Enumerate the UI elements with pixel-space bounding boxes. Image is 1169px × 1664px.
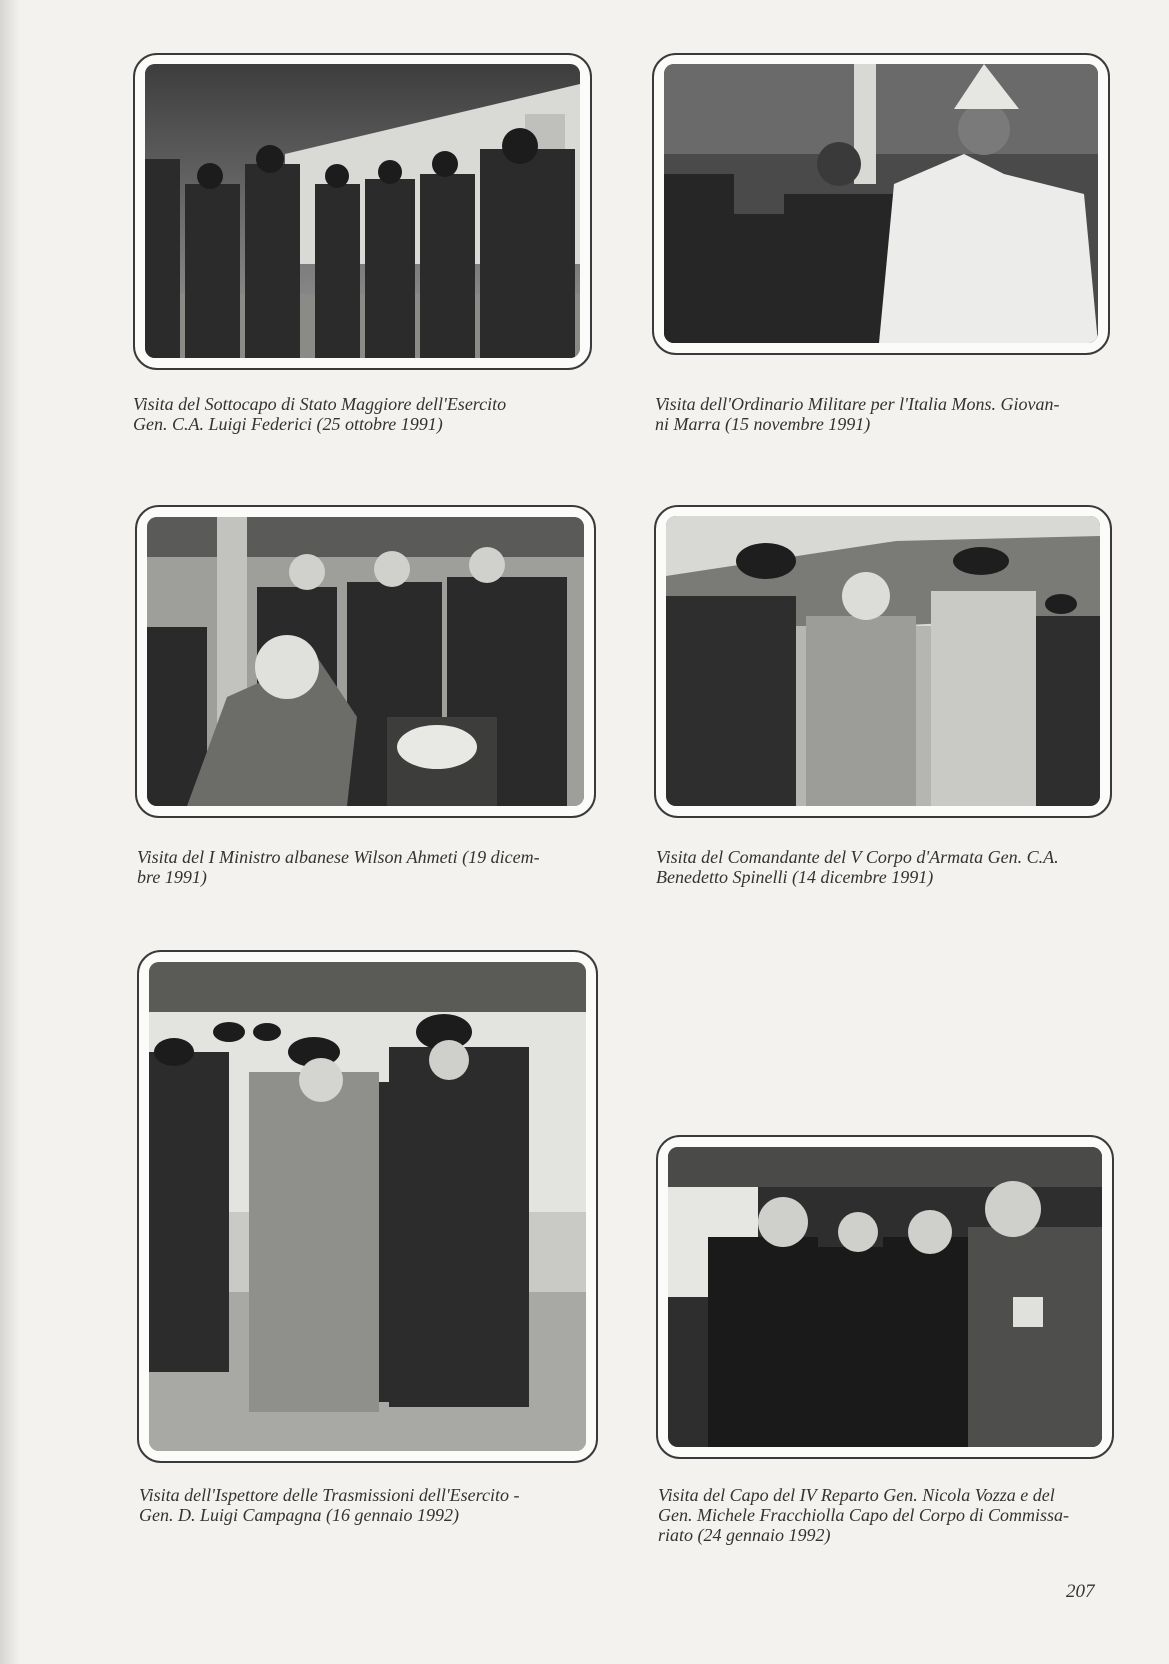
- caption-line: Visita del I Ministro albanese Wilson Ahmeti (19 dicem-: [137, 847, 540, 867]
- photo-1: [145, 64, 580, 358]
- caption-line: Visita dell'Ispettore delle Trasmissioni dell'Esercito -: [139, 1485, 520, 1505]
- photo-3: [147, 517, 584, 806]
- caption-line: Visita del Comandante del V Corpo d'Armata Gen. C.A.: [656, 847, 1059, 867]
- photo-caption-1: [133, 394, 593, 434]
- caption-line: riato (24 gennaio 1992): [658, 1525, 831, 1545]
- caption-line: Benedetto Spinelli (14 dicembre 1991): [656, 867, 934, 887]
- page-number: 207: [1066, 1581, 1095, 1602]
- caption-line: Gen. D. Luigi Campagna (16 gennaio 1992): [139, 1505, 459, 1525]
- photo-caption-4: [656, 847, 1114, 887]
- caption-line: bre 1991): [137, 867, 207, 887]
- photo-caption-5: [139, 1485, 599, 1525]
- caption-line: ni Marra (15 novembre 1991): [655, 414, 871, 434]
- photo-2: [664, 64, 1098, 343]
- caption-line: Visita del Capo del IV Reparto Gen. Nicola Vozza e del: [658, 1485, 1055, 1505]
- photo-caption-6: [658, 1485, 1118, 1545]
- photo-4: [666, 516, 1100, 806]
- photo-caption-2: [655, 394, 1113, 434]
- caption-line: Gen. Michele Fracchiolla Capo del Corpo di Commissa-: [658, 1505, 1069, 1525]
- photo-5: [149, 962, 586, 1451]
- photo-caption-3: [137, 847, 597, 887]
- photo-6: [668, 1147, 1102, 1447]
- page-gutter-shadow: [0, 0, 20, 1664]
- caption-line: Visita del Sottocapo di Stato Maggiore dell'Esercito: [133, 394, 507, 414]
- caption-line: Visita dell'Ordinario Militare per l'Italia Mons. Giovan-: [655, 394, 1060, 414]
- caption-line: Gen. C.A. Luigi Federici (25 ottobre 1991): [133, 414, 443, 434]
